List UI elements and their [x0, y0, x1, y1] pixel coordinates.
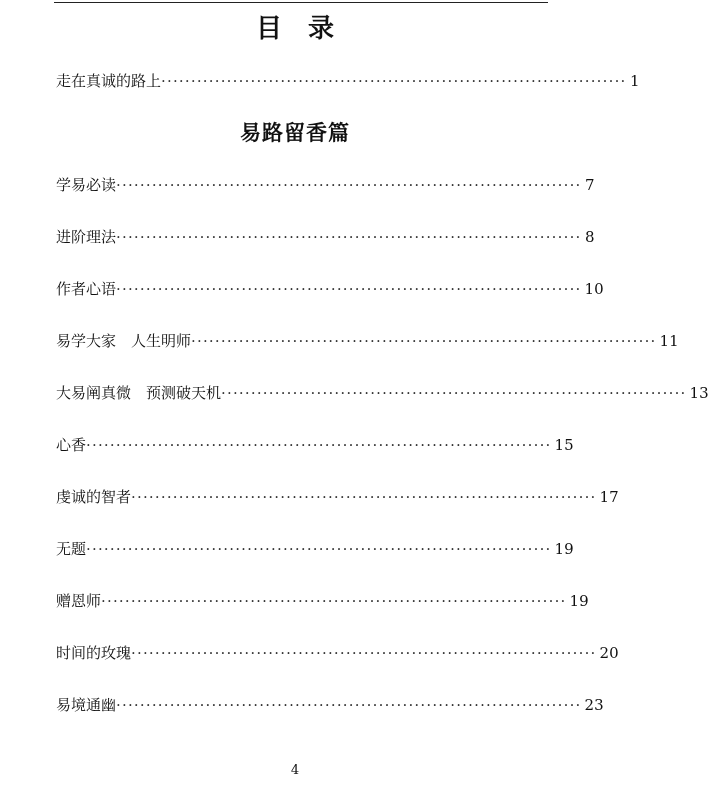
- toc-entry[interactable]: [56, 278, 604, 300]
- toc-entry-label: 作者心语: [56, 280, 117, 298]
- dot-leader: ··············································································: [161, 72, 627, 90]
- toc-entry[interactable]: [56, 382, 709, 404]
- dot-leader: ··············································································: [116, 176, 582, 194]
- toc-entry-page: 10: [584, 280, 604, 298]
- dot-leader: ··············································································: [116, 696, 582, 714]
- toc-entry-page: 1: [629, 72, 640, 90]
- toc-entry[interactable]: [56, 70, 640, 92]
- toc-entry-page: 23: [584, 696, 604, 714]
- toc-entry-page: 17: [599, 488, 619, 506]
- dot-leader: ··············································································: [101, 592, 567, 610]
- toc-entry-label: 大易阐真微 预测破天机: [56, 384, 222, 402]
- toc-entry-label: 心香: [56, 436, 87, 454]
- dot-leader: ··············································································: [191, 332, 657, 350]
- toc-entry-page: 13: [689, 384, 709, 402]
- toc-entry-label: 易学大家 人生明师: [56, 332, 192, 350]
- toc-entry-label: 时间的玫瑰: [56, 644, 132, 662]
- toc-entry-label: 虔诚的智者: [56, 488, 132, 506]
- toc-entry[interactable]: [56, 226, 595, 248]
- dot-leader: ··············································································: [116, 280, 582, 298]
- toc-entry-label: 易境通幽: [56, 696, 117, 714]
- dot-leader: ··············································································: [116, 228, 582, 246]
- dot-leader: ··············································································: [86, 436, 552, 454]
- page-title: 目录: [255, 14, 360, 44]
- dot-leader: ··············································································: [131, 644, 597, 662]
- dot-leader: ··············································································: [131, 488, 597, 506]
- dot-leader: ··············································································: [86, 540, 552, 558]
- top-rule: [54, 2, 548, 3]
- section-title: 易路留香篇: [240, 120, 350, 145]
- toc-entry-page: 8: [584, 228, 595, 246]
- toc-entry[interactable]: [56, 434, 574, 456]
- toc-entry-page: 19: [554, 540, 574, 558]
- toc-entry[interactable]: [56, 330, 679, 352]
- toc-entry[interactable]: [56, 486, 619, 508]
- toc-entry[interactable]: [56, 694, 604, 716]
- toc-entry-page: 19: [569, 592, 589, 610]
- toc-entry[interactable]: [56, 538, 574, 560]
- toc-entry-page: 15: [554, 436, 574, 454]
- toc-entry-page: 7: [584, 176, 595, 194]
- toc-entry-label: 走在真诚的路上: [56, 72, 162, 90]
- toc-entry[interactable]: [56, 642, 619, 664]
- toc-entry-page: 20: [599, 644, 619, 662]
- toc-entry[interactable]: [56, 174, 595, 196]
- page-number: 4: [290, 763, 300, 778]
- toc-entry-page: 11: [659, 332, 679, 350]
- toc-entry-label: 学易必读: [56, 176, 117, 194]
- dot-leader: ··············································································: [221, 384, 687, 402]
- toc-entry-label: 进阶理法: [56, 228, 117, 246]
- toc-entry[interactable]: [56, 590, 589, 612]
- toc-entry-label: 无题: [56, 540, 87, 558]
- toc-entry-label: 赠恩师: [56, 592, 102, 610]
